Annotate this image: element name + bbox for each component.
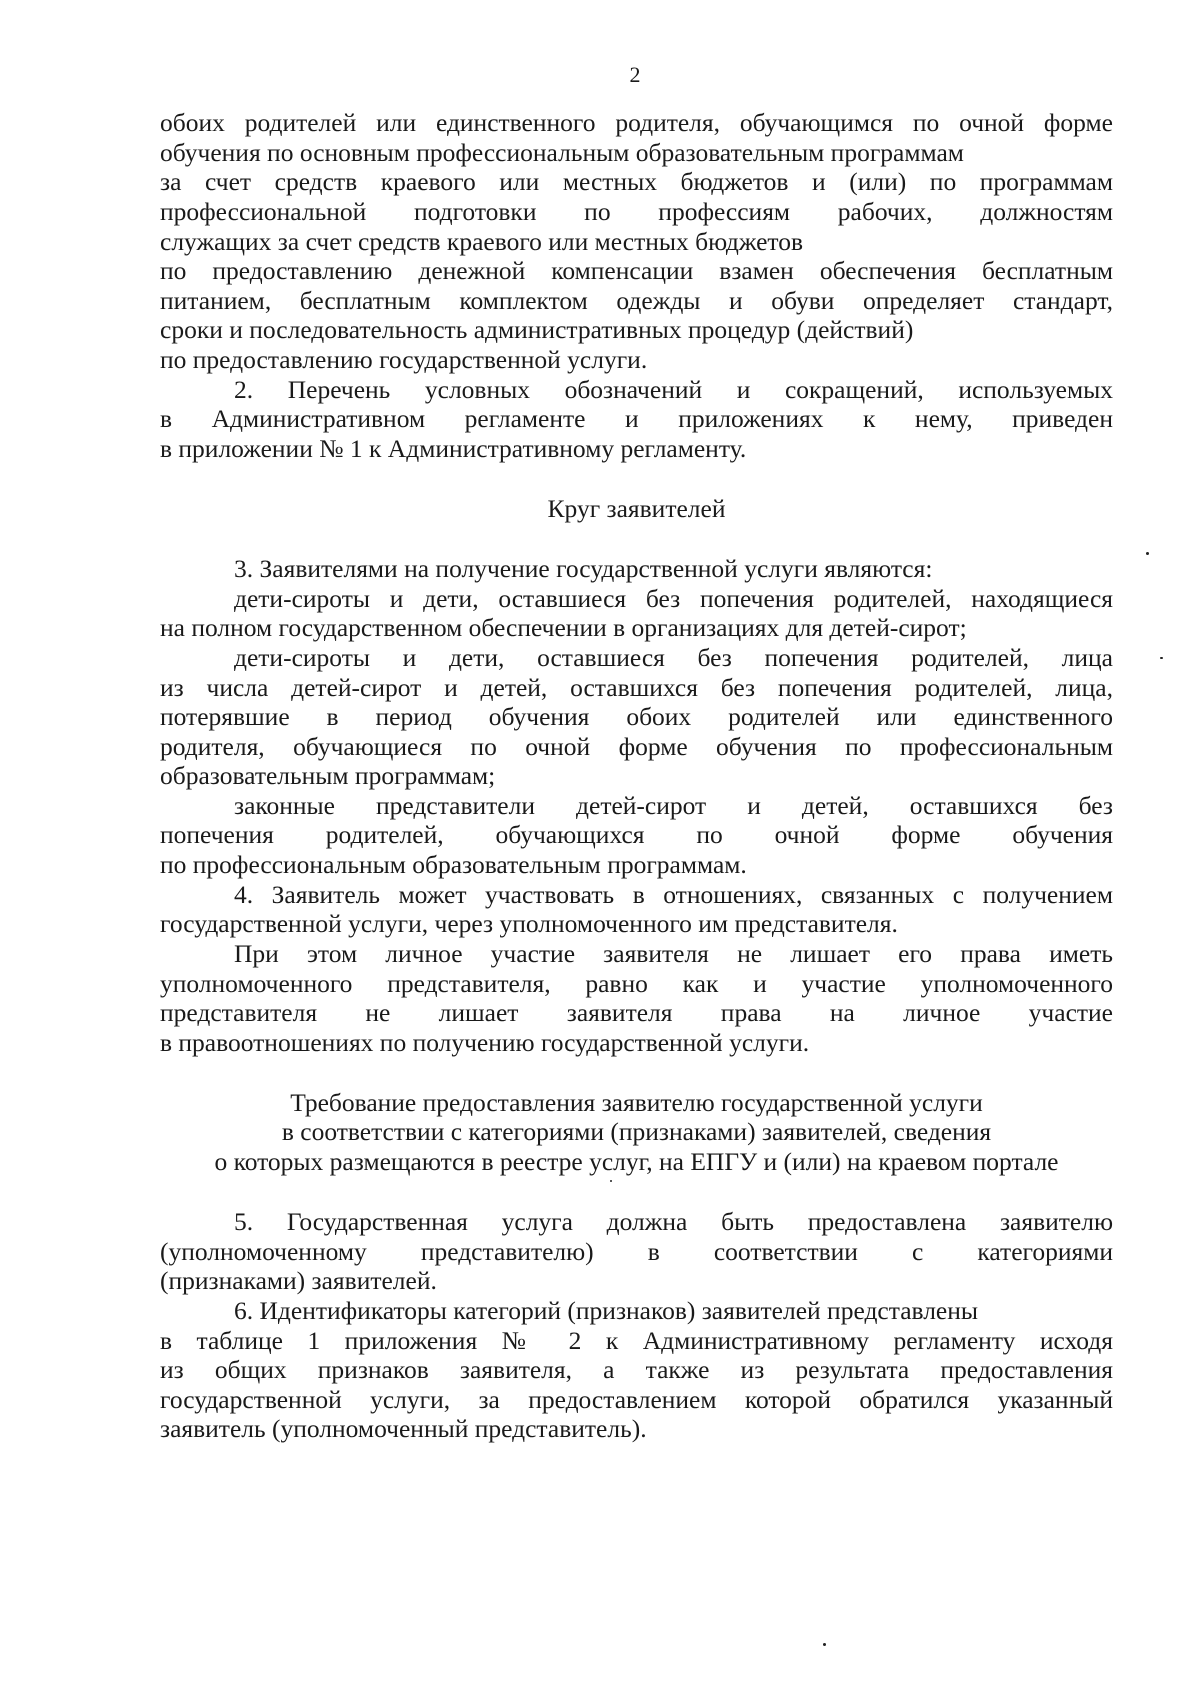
text-line: заявитель (уполномоченный представитель).	[160, 1414, 647, 1443]
text-line: обоих родителей или единственного родителя, обучающимся по очной форме	[160, 108, 1113, 137]
text-line: 2. Перечень условных обозначений и сокращений, используемых	[234, 375, 1113, 404]
text-line: 6. Идентификаторы категорий (признаков) заявителей представлены	[234, 1296, 979, 1325]
text-line: по профессиональным образовательным программам.	[160, 850, 747, 879]
text-line: питанием, бесплатным комплектом одежды и обуви определяет стандарт,	[160, 286, 1113, 315]
text-line: (уполномоченному представителю) в соответствии с категориями	[160, 1237, 1113, 1266]
text-line: в приложении № 1 к Административному регламенту.	[160, 434, 747, 463]
text-line: из общих признаков заявителя, а также из результата предоставления	[160, 1355, 1113, 1384]
section-heading: Требование предоставления заявителю государственной услуги	[290, 1088, 983, 1117]
text-line: При этом личное участие заявителя не лишает его права иметь	[234, 939, 1113, 968]
text-line: на полном государственном обеспечении в организациях для детей-сирот;	[160, 613, 967, 642]
text-line: 4. Заявитель может участвовать в отношениях, связанных с получением	[234, 880, 1113, 909]
text-line: в правоотношениях по получению государственной услуги.	[160, 1028, 810, 1057]
text-line: государственной услуги, через уполномоченного им представителя.	[160, 909, 898, 938]
text-line: по предоставлению денежной компенсации взамен обеспечения бесплатным	[160, 256, 1113, 285]
text-line: по предоставлению государственной услуги.	[160, 345, 648, 374]
text-line: обучения по основным профессиональным образовательным программам	[160, 138, 964, 167]
text-line: законные представители детей-сирот и детей, оставшихся без	[234, 791, 1113, 820]
scan-speck	[610, 1180, 612, 1182]
scan-speck	[1146, 552, 1149, 555]
text-line: из числа детей-сирот и детей, оставшихся без попечения родителей, лица,	[160, 673, 1113, 702]
text-line: служащих за счет средств краевого или местных бюджетов	[160, 227, 804, 256]
text-line: попечения родителей, обучающихся по очной форме обучения	[160, 820, 1113, 849]
text-line: за счет средств краевого или местных бюджетов и (или) по программам	[160, 167, 1113, 196]
text-line: сроки и последовательность административных процедур (действий)	[160, 315, 914, 344]
text-line: образовательным программам;	[160, 761, 496, 790]
text-line: профессиональной подготовки по профессиям рабочих, должностям	[160, 197, 1113, 226]
text-line: родителя, обучающиеся по очной форме обучения по профессиональным	[160, 732, 1113, 761]
section-heading: Круг заявителей	[547, 494, 726, 523]
page-number: 2	[629, 62, 641, 87]
text-line: (признаками) заявителей.	[160, 1266, 437, 1295]
section-heading: в соответствии с категориями (признаками) заявителей, сведения	[281, 1117, 992, 1146]
scan-speck	[823, 1643, 826, 1646]
section-heading: о которых размещаются в реестре услуг, на ЕПГУ и (или) на краевом портале	[214, 1147, 1059, 1176]
text-line: в Административном регламенте и приложениях к нему, приведен	[160, 404, 1113, 433]
scan-speck	[1160, 657, 1163, 659]
text-line: 3. Заявителями на получение государственной услуги являются:	[234, 554, 933, 583]
text-line: дети-сироты и дети, оставшиеся без попечения родителей, находящиеся	[234, 584, 1113, 613]
text-line: в таблице 1 приложения № 2 к Административному регламенту исходя	[160, 1326, 1113, 1355]
text-line: уполномоченного представителя, равно как и участие уполномоченного	[160, 969, 1113, 998]
text-line: государственной услуги, за предоставлением которой обратился указанный	[160, 1385, 1113, 1414]
text-line: потерявшие в период обучения обоих родителей или единственного	[160, 702, 1113, 731]
text-line: 5. Государственная услуга должна быть предоставлена заявителю	[234, 1207, 1113, 1236]
text-line: представителя не лишает заявителя права на личное участие	[160, 998, 1113, 1027]
text-line: дети-сироты и дети, оставшиеся без попечения родителей, лица	[234, 643, 1113, 672]
